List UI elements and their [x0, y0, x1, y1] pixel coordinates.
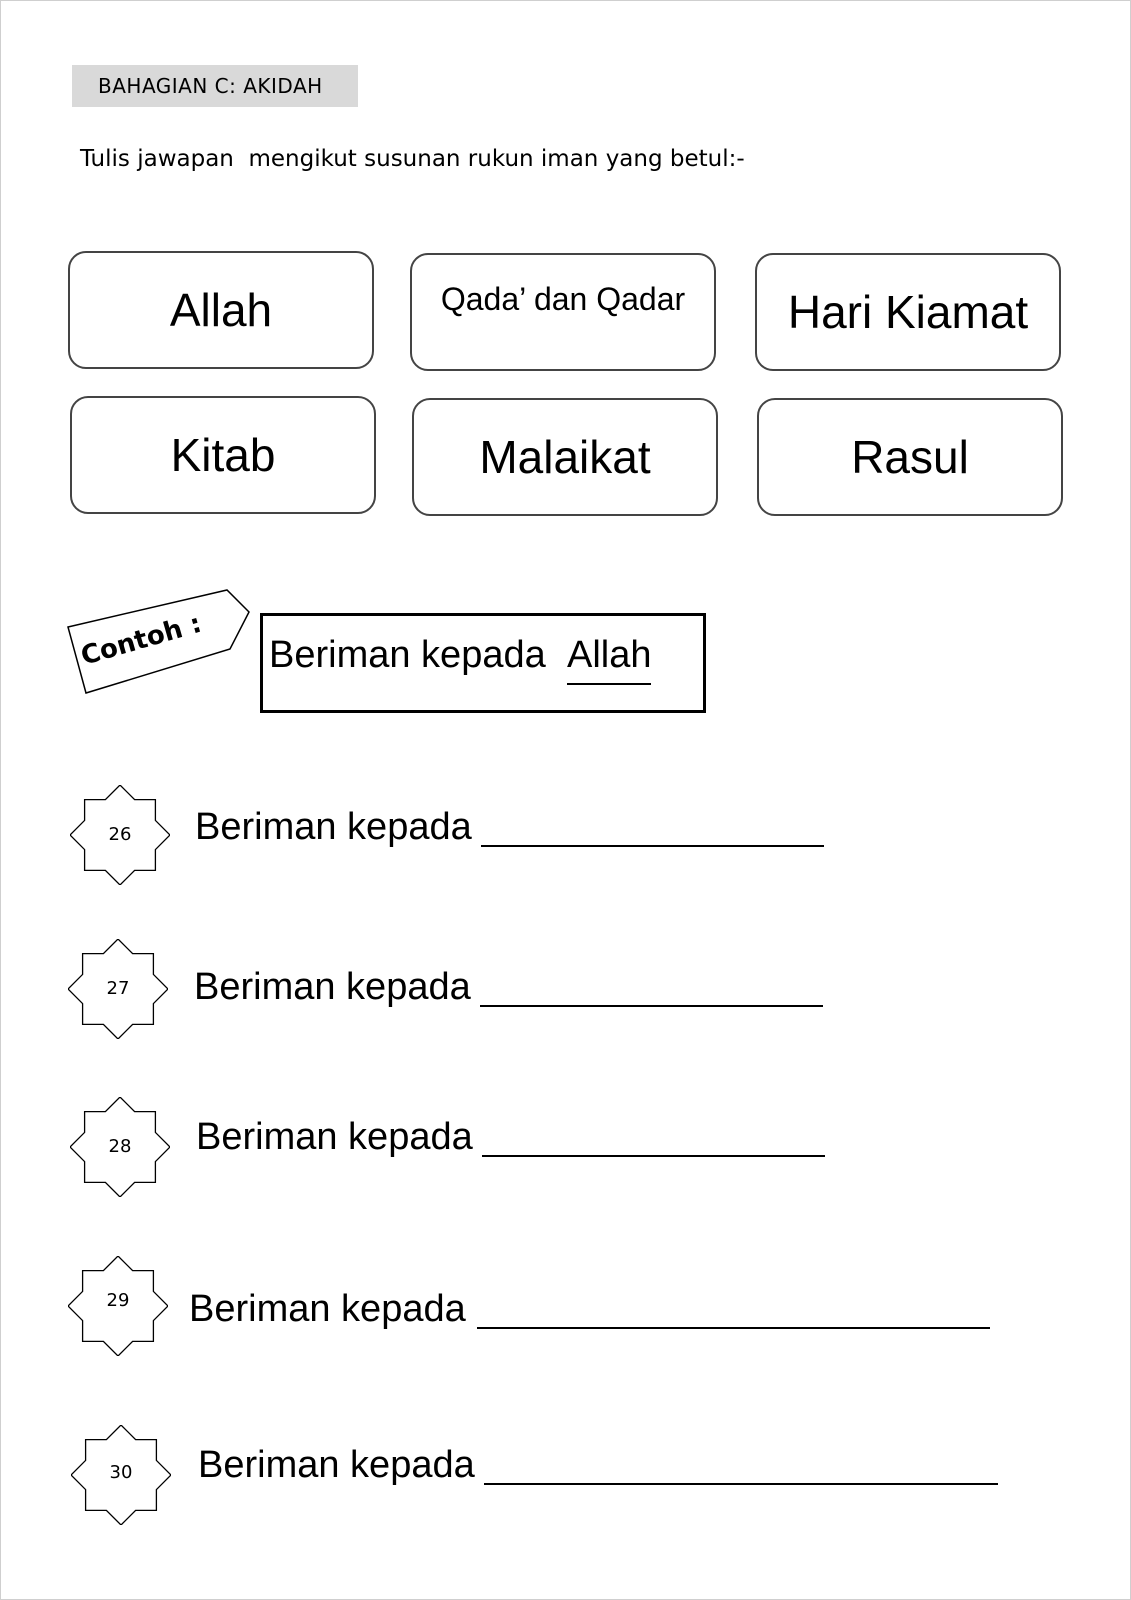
- instruction-text: Tulis jawapan mengikut susunan rukun iman yang betul:-: [80, 146, 745, 172]
- question-prompt: Beriman kepada: [194, 966, 471, 1008]
- answer-line[interactable]: [482, 1155, 825, 1157]
- question-number: 30: [109, 1462, 133, 1483]
- question-prompt: Beriman kepada: [189, 1288, 466, 1330]
- question-prompt: Beriman kepada: [195, 806, 472, 848]
- question-prompt: Beriman kepada: [196, 1116, 473, 1158]
- contoh-tag: [0, 0, 260, 710]
- answer-line[interactable]: [480, 1005, 823, 1007]
- section-header: BAHAGIAN C: AKIDAH: [72, 65, 358, 107]
- question-number: 28: [108, 1136, 132, 1157]
- question-number: 27: [106, 978, 130, 999]
- question-number: 26: [108, 824, 132, 845]
- word-box-allah: Allah: [68, 251, 374, 369]
- answer-line[interactable]: [477, 1327, 990, 1329]
- answer-line[interactable]: [484, 1483, 998, 1485]
- word-box-qada-qadar: Qada’ dan Qadar: [410, 253, 716, 371]
- contoh-tag-label: Contoh :: [77, 608, 205, 672]
- word-box-kitab: Kitab: [70, 396, 376, 514]
- example-underline: [567, 683, 651, 685]
- word-box-hari-kiamat: Hari Kiamat: [755, 253, 1061, 371]
- word-box-rasul: Rasul: [757, 398, 1063, 516]
- question-prompt: Beriman kepada: [198, 1444, 475, 1486]
- answer-line[interactable]: [481, 845, 824, 847]
- question-number: 29: [106, 1290, 130, 1311]
- word-box-malaikat: Malaikat: [412, 398, 718, 516]
- example-answer: Allah: [567, 634, 652, 676]
- example-prompt: Beriman kepada: [269, 634, 546, 676]
